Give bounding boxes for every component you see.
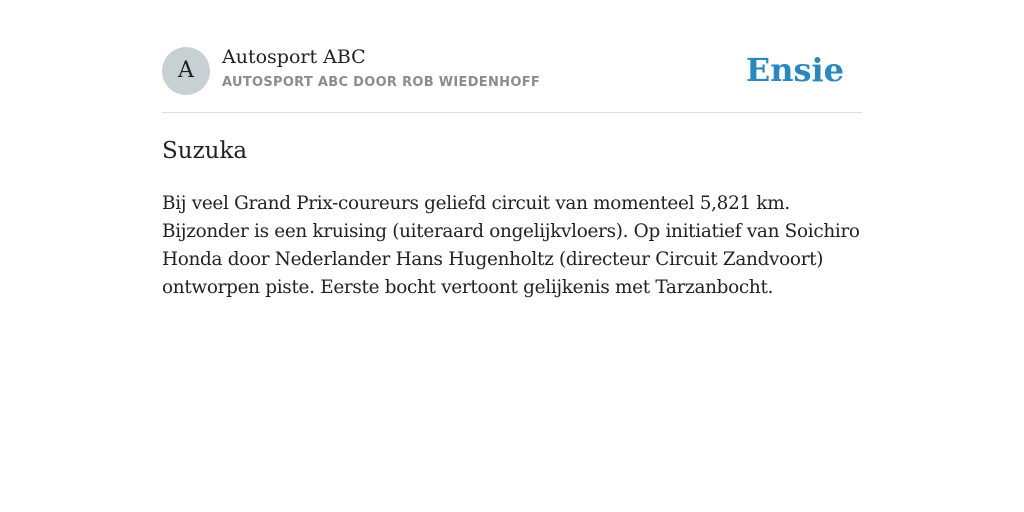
- ensie-logo[interactable]: Ensie: [745, 51, 844, 89]
- definition-card: [162, 0, 862, 298]
- author-avatar[interactable]: A: [162, 47, 210, 95]
- entry-title: Suzuka: [162, 138, 248, 164]
- author-subtitle: AUTOSPORT ABC DOOR ROB WIEDENHOFF: [222, 75, 541, 90]
- author-name[interactable]: Autosport ABC: [222, 46, 366, 68]
- entry-body: Bij veel Grand Prix-coureurs geliefd circuit van momenteel 5,821 km. Bijzonder is een kruising (uiteraard ongelijkvloers). Op initiatief van Soichiro Honda door Nederlander Hans Hugenholtz (directeur Circuit Zandvoort) ontworpen piste. Eerste bocht vertoont gelijkenis met Tarzanbocht.: [162, 193, 860, 298]
- card-header: [162, 0, 862, 113]
